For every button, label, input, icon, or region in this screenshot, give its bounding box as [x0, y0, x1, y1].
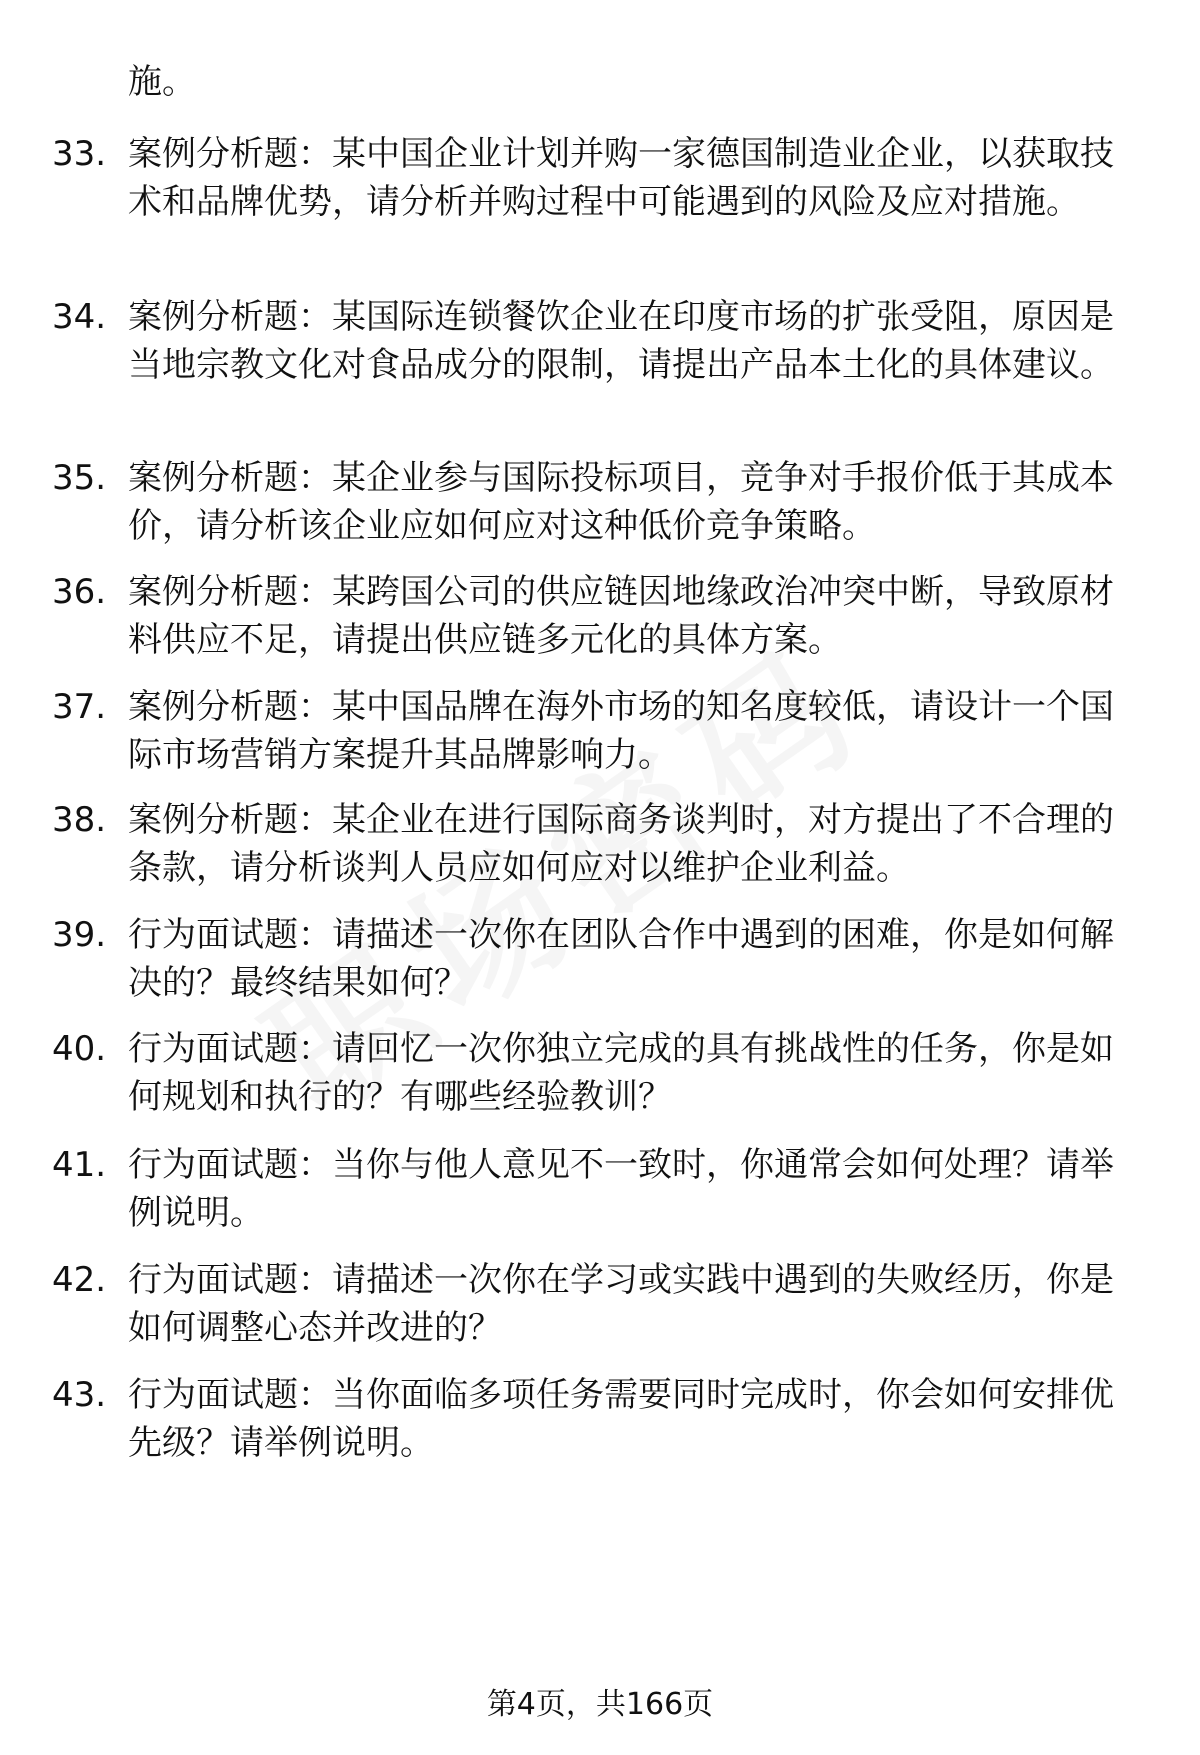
question-text: 案例分析题：某企业在进行国际商务谈判时，对方提出了不合理的条款，请分析谈判人员应如何应对以维护企业利益。 [128, 800, 1114, 888]
question-text: 行为面试题：请描述一次你在学习或实践中遇到的失败经历，你是如何调整心态并改进的？ [128, 1260, 1114, 1348]
question-number: 41. [52, 1145, 107, 1185]
continuation-text: 施。 [128, 62, 196, 102]
question-text: 行为面试题：请回忆一次你独立完成的具有挑战性的任务，你是如何规划和执行的？有哪些经验教训？ [128, 1029, 1114, 1117]
question-text: 案例分析题：某国际连锁餐饮企业在印度市场的扩张受阻，原因是当地宗教文化对食品成分的限制，请提出产品本土化的具体建议。 [128, 297, 1114, 385]
question-number: 39. [52, 915, 107, 955]
question-number: 42. [52, 1260, 107, 1300]
question-text: 行为面试题：请描述一次你在团队合作中遇到的困难，你是如何解决的？最终结果如何？ [128, 915, 1114, 1003]
question-number: 35. [52, 458, 107, 498]
question-number: 36. [52, 572, 107, 612]
question-text: 行为面试题：当你面临多项任务需要同时完成时，你会如何安排优先级？请举例说明。 [128, 1375, 1114, 1463]
question-text: 案例分析题：某企业参与国际投标项目，竞争对手报价低于其成本价，请分析该企业应如何应对这种低价竞争策略。 [128, 458, 1114, 546]
question-number: 38. [52, 800, 107, 840]
question-text: 案例分析题：某跨国公司的供应链因地缘政治冲突中断，导致原材料供应不足，请提出供应链多元化的具体方案。 [128, 572, 1114, 660]
question-number: 34. [52, 297, 107, 337]
question-number: 40. [52, 1029, 107, 1069]
question-number: 33. [52, 134, 107, 174]
question-text: 案例分析题：某中国企业计划并购一家德国制造业企业，以获取技术和品牌优势，请分析并购过程中可能遇到的风险及应对措施。 [128, 134, 1114, 222]
question-text: 案例分析题：某中国品牌在海外市场的知名度较低，请设计一个国际市场营销方案提升其品牌影响力。 [128, 687, 1114, 775]
question-number: 43. [52, 1375, 107, 1415]
question-number: 37. [52, 687, 107, 727]
page-footer: 第4页，共166页 [486, 1687, 714, 1722]
question-text: 行为面试题：当你与他人意见不一致时，你通常会如何处理？请举例说明。 [128, 1145, 1114, 1233]
